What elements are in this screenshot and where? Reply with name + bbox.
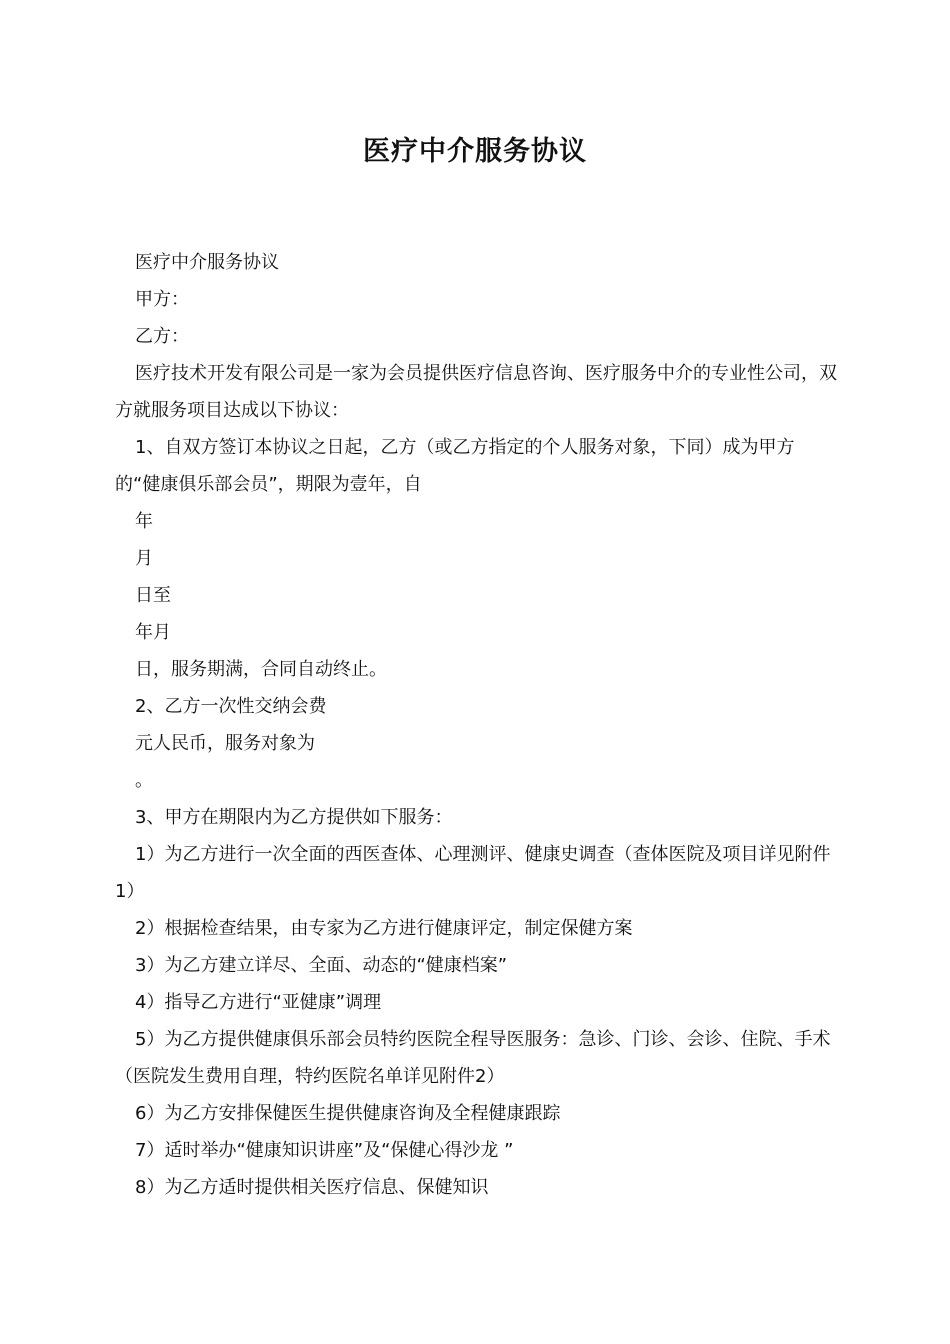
fee-line: 元人民币，服务对象为	[135, 733, 315, 754]
service-item-1: 1）为乙方进行一次全面的西医查体、心理测评、健康史调查（查体医院及项目详见附件1）	[115, 844, 831, 902]
date-fragment-year: 年	[135, 511, 153, 532]
period-line: 。	[135, 770, 153, 791]
date-fragment-month: 月	[135, 548, 153, 569]
service-item-8: 8）为乙方适时提供相关医疗信息、保健知识	[135, 1177, 489, 1198]
term-end-line: 日，服务期满，合同自动终止。	[135, 659, 387, 680]
clause-3-paragraph: 3、甲方在期限内为乙方提供如下服务：	[135, 807, 453, 828]
company-intro-paragraph: 医疗技术开发有限公司是一家为会员提供医疗信息咨询、医疗服务中介的专业性公司，双方就服务项目达成以下协议：	[115, 363, 837, 421]
document-title: 医疗中介服务协议	[363, 136, 587, 167]
clause-2-paragraph: 2、乙方一次性交纳会费	[135, 696, 327, 717]
service-item-5: 5）为乙方提供健康俱乐部会员特约医院全程导医服务：急诊、门诊、会诊、住院、手术（医院发生费用自理，特约医院名单详见附件2）	[115, 1029, 831, 1087]
party-b-line: 乙方：	[135, 326, 189, 347]
service-item-2: 2）根据检查结果，由专家为乙方进行健康评定，制定保健方案	[135, 918, 633, 939]
service-item-3: 3）为乙方建立详尽、全面、动态的“健康档案”	[135, 955, 508, 976]
document-body	[115, 244, 837, 1206]
paragraph-heading: 医疗中介服务协议	[135, 252, 279, 273]
date-fragment-day-to: 日至	[135, 585, 171, 606]
date-fragment-year-month: 年月	[135, 622, 171, 643]
service-item-4: 4）指导乙方进行“亚健康”调理	[135, 992, 382, 1013]
service-item-6: 6）为乙方安排保健医生提供健康咨询及全程健康跟踪	[135, 1103, 561, 1124]
party-a-line: 甲方：	[135, 289, 189, 310]
clause-1-paragraph: 1、自双方签订本协议之日起，乙方（或乙方指定的个人服务对象，下同）成为甲方的“健康俱乐部会员”，期限为壹年，自	[115, 437, 795, 495]
service-item-7: 7）适时举办“健康知识讲座”及“保健心得沙龙 ”	[135, 1140, 514, 1161]
